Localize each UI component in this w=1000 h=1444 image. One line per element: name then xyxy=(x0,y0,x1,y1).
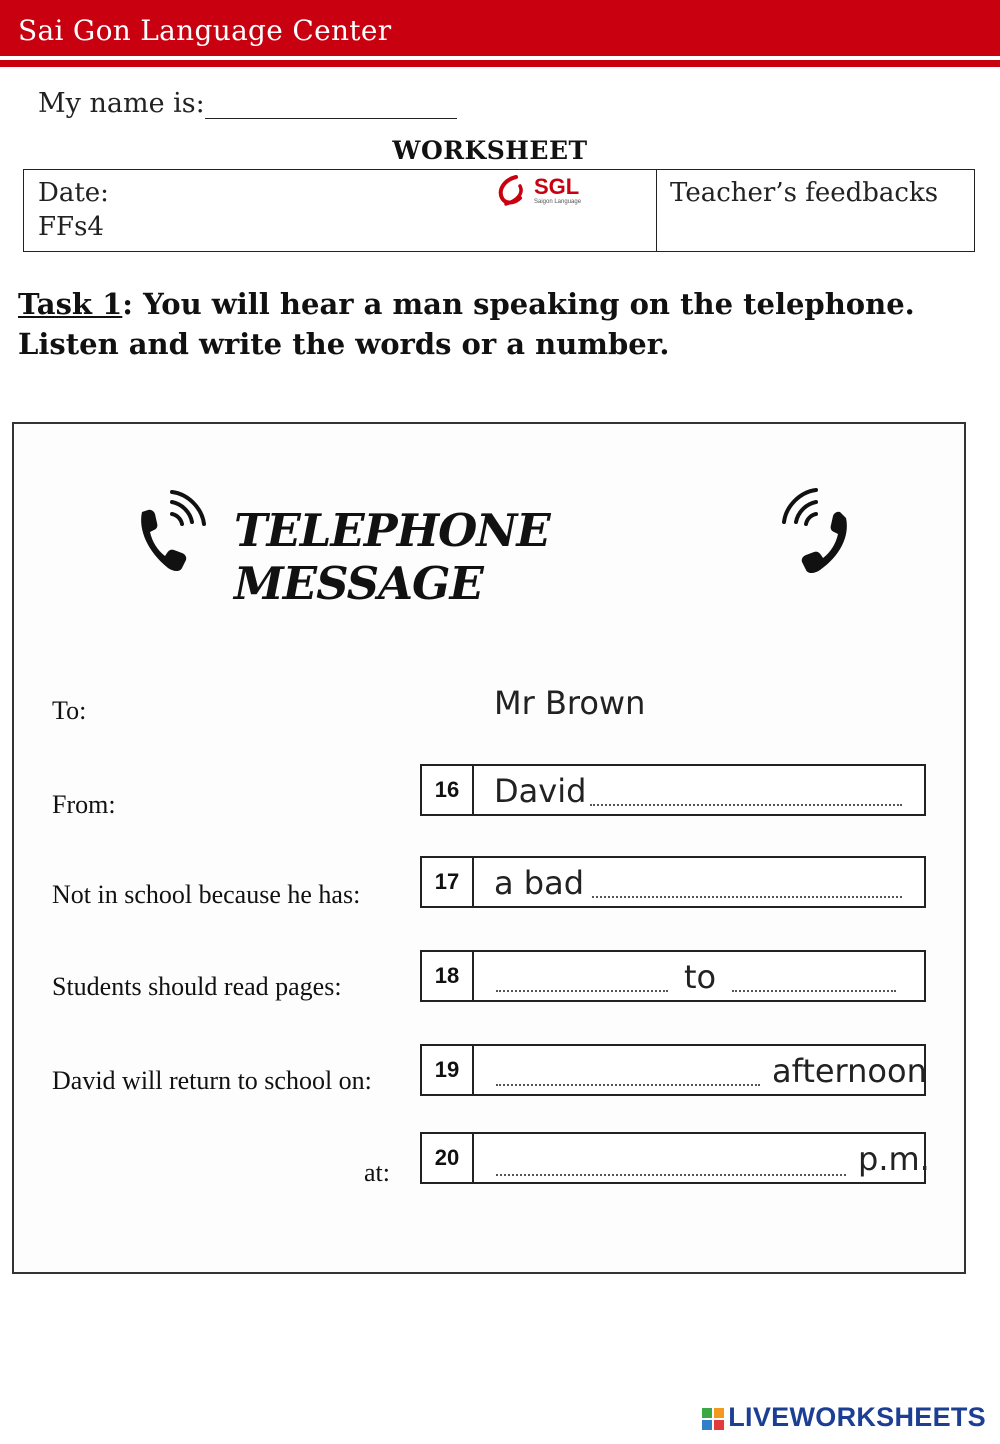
question-number: 16 xyxy=(422,766,474,814)
question-number: 20 xyxy=(422,1134,474,1182)
header-bar xyxy=(0,0,1000,56)
to-label: To: xyxy=(52,696,87,725)
task-instructions xyxy=(18,284,918,364)
question-number: 17 xyxy=(422,858,474,906)
question-number: 19 xyxy=(422,1046,474,1094)
logo-brand: SGL xyxy=(534,174,580,199)
answer-prefix: a bad xyxy=(494,864,585,902)
info-table xyxy=(23,169,975,252)
answer-suffix: afternoon xyxy=(772,1052,927,1090)
sgl-logo xyxy=(494,174,594,210)
phone-right-icon xyxy=(776,488,856,578)
pages-label: Students should read pages: xyxy=(52,972,342,1001)
class-code: FFs4 xyxy=(38,212,104,242)
answer-blank-18a[interactable] xyxy=(496,990,668,992)
worksheet-title: WORKSHEET xyxy=(392,136,588,165)
answer-box-18 xyxy=(420,950,926,1002)
feedback-label: Teacher’s feedbacks xyxy=(670,178,939,208)
telephone-message-card xyxy=(12,422,966,1274)
answer-blank-17[interactable] xyxy=(592,896,902,898)
answer-prefix: David xyxy=(494,772,587,810)
answer-blank-19[interactable] xyxy=(496,1084,760,1086)
time-label: at: xyxy=(364,1158,390,1187)
date-label: Date: xyxy=(38,178,109,208)
answer-blank-20[interactable] xyxy=(496,1174,846,1176)
center-name: Sai Gon Language Center xyxy=(18,14,392,47)
sgl-swoosh-icon xyxy=(494,174,532,210)
message-title: TELEPHONE MESSAGE xyxy=(234,504,550,610)
task-line1: : You will hear a man speaking on the telephone. xyxy=(122,287,915,321)
answer-box-20 xyxy=(420,1132,930,1184)
answer-suffix: p.m. xyxy=(858,1140,930,1178)
footer-brand-text: LIVEWORKSHEETS xyxy=(728,1402,986,1432)
table-divider xyxy=(656,170,657,251)
phone-left-icon xyxy=(132,490,212,580)
liveworksheets-logo-icon xyxy=(702,1408,724,1430)
name-blank[interactable] xyxy=(205,92,457,119)
from-label: From: xyxy=(52,790,116,819)
question-number: 18 xyxy=(422,952,474,1000)
answer-blank-16[interactable] xyxy=(590,804,902,806)
name-line xyxy=(38,88,457,119)
header-divider xyxy=(0,60,1000,67)
logo-subtext: Saigon Language xyxy=(534,199,582,205)
to-value: Mr Brown xyxy=(494,684,646,722)
answer-box-16 xyxy=(420,764,926,816)
task-line2: Listen and write the words or a number. xyxy=(18,327,670,361)
return-label: David will return to school on: xyxy=(52,1066,372,1095)
reason-label: Not in school because he has: xyxy=(52,880,361,909)
answer-box-19 xyxy=(420,1044,926,1096)
task-label: Task 1 xyxy=(18,287,123,321)
name-prompt: My name is: xyxy=(38,88,205,119)
answer-box-17 xyxy=(420,856,926,908)
answer-middle: to xyxy=(684,958,717,996)
footer-brand xyxy=(702,1402,986,1433)
answer-blank-18b[interactable] xyxy=(732,990,896,992)
